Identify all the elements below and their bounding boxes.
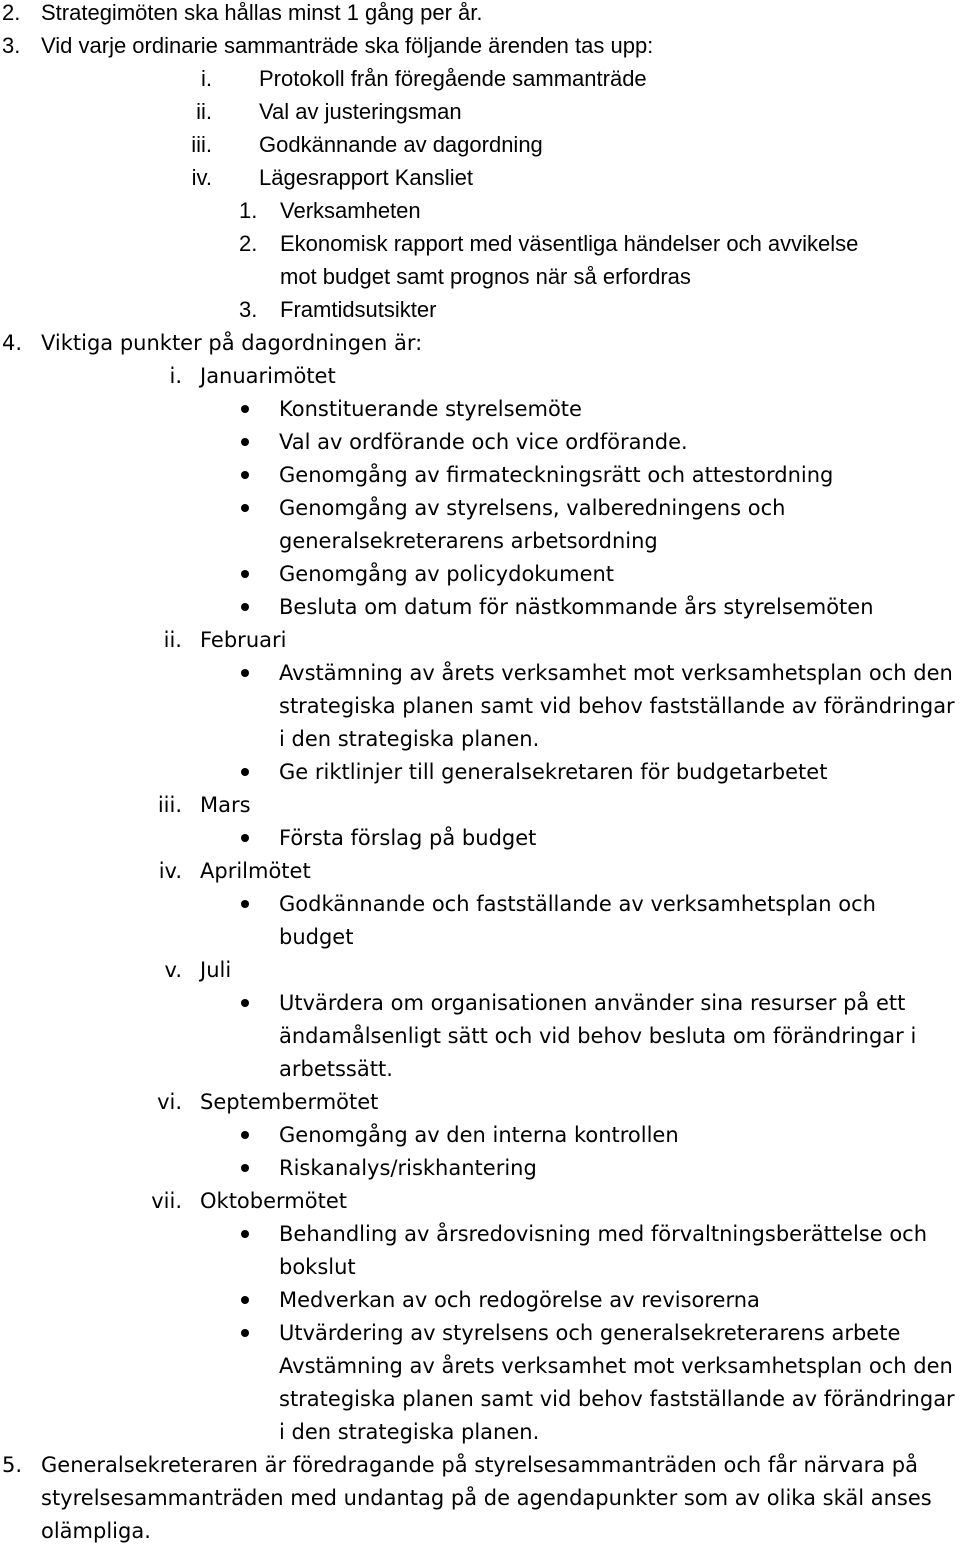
agenda-number: ii. [196, 99, 212, 124]
bullet-text: arbetssätt. [279, 1057, 393, 1081]
bullet-text: ändamålsenligt sätt och vid behov besluta om förändringar i [279, 1024, 917, 1048]
report-item-text: Verksamheten [280, 198, 421, 223]
agenda-item-text: Val av justeringsman [259, 99, 462, 124]
bullet-icon [241, 438, 249, 446]
bullet-text: Besluta om datum för nästkommande års styrelsemöten [279, 595, 874, 619]
bullet-text: Genomgång av policydokument [279, 562, 615, 586]
agenda-item-text: Lägesrapport Kansliet [259, 165, 474, 190]
bullet-text: i den strategiska planen. [279, 727, 540, 751]
paragraph-text: styrelsesammanträden med undantag på de agendapunkter som av olika skäl anses [41, 1486, 932, 1510]
list-number: 2. [2, 0, 21, 25]
meeting-title: Septembermötet [200, 1090, 379, 1114]
bullet-icon [241, 405, 249, 413]
report-number: 1. [239, 198, 258, 223]
list-number: 4. [2, 331, 23, 355]
bullet-icon [241, 1329, 249, 1337]
bullet-icon [241, 768, 249, 776]
bullet-text: Utvärdering av styrelsens och generalsekreterarens arbete [279, 1321, 901, 1345]
list-item-text: Vid varje ordinarie sammanträde ska följande ärenden tas upp: [41, 33, 654, 58]
list-number: 3. [2, 33, 21, 58]
paragraph-text: Generalsekreteraren är föredragande på styrelsesammanträden och får närvara på [41, 1453, 918, 1477]
list-item-text: Strategimöten ska hållas minst 1 gång per år. [41, 0, 483, 25]
bullet-text: Genomgång av firmateckningsrätt och attestordning [279, 463, 834, 487]
meeting-number: iv. [158, 859, 182, 883]
bullet-text: Riskanalys/riskhantering [279, 1156, 537, 1180]
bullet-text: Val av ordförande och vice ordförande. [279, 430, 688, 454]
bullet-text: Godkännande och fastställande av verksamhetsplan och [279, 892, 876, 916]
agenda-item-text: Godkännande av dagordning [259, 132, 543, 157]
section-heading: Viktiga punkter på dagordningen är: [41, 331, 423, 355]
bullet-icon [241, 999, 249, 1007]
bullet-text: Avstämning av årets verksamhet mot verksamhetsplan och den [279, 661, 953, 685]
bullet-text: strategiska planen samt vid behov fastställande av förändringar [279, 694, 955, 718]
bullet-text: budget [279, 925, 354, 949]
paragraph-text: olämpliga. [41, 1519, 151, 1543]
agenda-number: iv. [191, 165, 212, 190]
meeting-number: ii. [163, 628, 182, 652]
bullet-icon [241, 504, 249, 512]
bullet-icon [241, 603, 249, 611]
meeting-title: Aprilmötet [200, 859, 311, 883]
agenda-item-text: Protokoll från föregående sammanträde [259, 66, 647, 91]
meeting-title: Juli [200, 958, 232, 982]
bullet-icon [241, 1230, 249, 1238]
report-item-text: mot budget samt prognos när så erfordras [280, 264, 691, 289]
bullet-icon [241, 669, 249, 677]
bullet-icon [241, 471, 249, 479]
bullet-text: bokslut [279, 1255, 356, 1279]
bullet-text: Första förslag på budget [279, 826, 537, 850]
bullet-icon [241, 834, 249, 842]
bullet-icon [241, 1296, 249, 1304]
meeting-title: Januarimötet [200, 364, 336, 388]
meeting-title: Mars [200, 793, 251, 817]
bullet-text: Avstämning av årets verksamhet mot verksamhetsplan och den [279, 1354, 953, 1378]
meeting-number: iii. [157, 793, 182, 817]
bullet-icon [241, 900, 249, 908]
list-number: 5. [2, 1453, 23, 1477]
agenda-number: iii. [191, 132, 212, 157]
report-item-text: Ekonomisk rapport med väsentliga händelser och avvikelse [280, 231, 859, 256]
meeting-number: vii. [151, 1189, 182, 1213]
meeting-number: vi. [157, 1090, 182, 1114]
bullet-text: i den strategiska planen. [279, 1420, 540, 1444]
report-number: 3. [239, 297, 258, 322]
bullet-text: Konstituerande styrelsemöte [279, 397, 582, 421]
bullet-text: Genomgång av den interna kontrollen [279, 1123, 679, 1147]
report-number: 2. [239, 231, 258, 256]
bullet-icon [241, 1164, 249, 1172]
bullet-text: strategiska planen samt vid behov fastställande av förändringar [279, 1387, 955, 1411]
bullet-text: Utvärdera om organisationen använder sina resurser på ett [279, 991, 906, 1015]
bullet-text: Ge riktlinjer till generalsekretaren för budgetarbetet [279, 760, 828, 784]
bullet-icon [241, 570, 249, 578]
bullet-text: Genomgång av styrelsens, valberedningens och [279, 496, 786, 520]
meeting-number: i. [169, 364, 182, 388]
meeting-number: v. [164, 958, 182, 982]
report-item-text: Framtidsutsikter [280, 297, 437, 322]
meeting-title: Oktobermötet [200, 1189, 347, 1213]
bullet-text: generalsekreterarens arbetsordning [279, 529, 658, 553]
meeting-title: Februari [200, 628, 287, 652]
agenda-number: i. [201, 66, 212, 91]
bullet-text: Behandling av årsredovisning med förvaltningsberättelse och [279, 1222, 928, 1246]
bullet-text: Medverkan av och redogörelse av revisorerna [279, 1288, 760, 1312]
bullet-icon [241, 1131, 249, 1139]
